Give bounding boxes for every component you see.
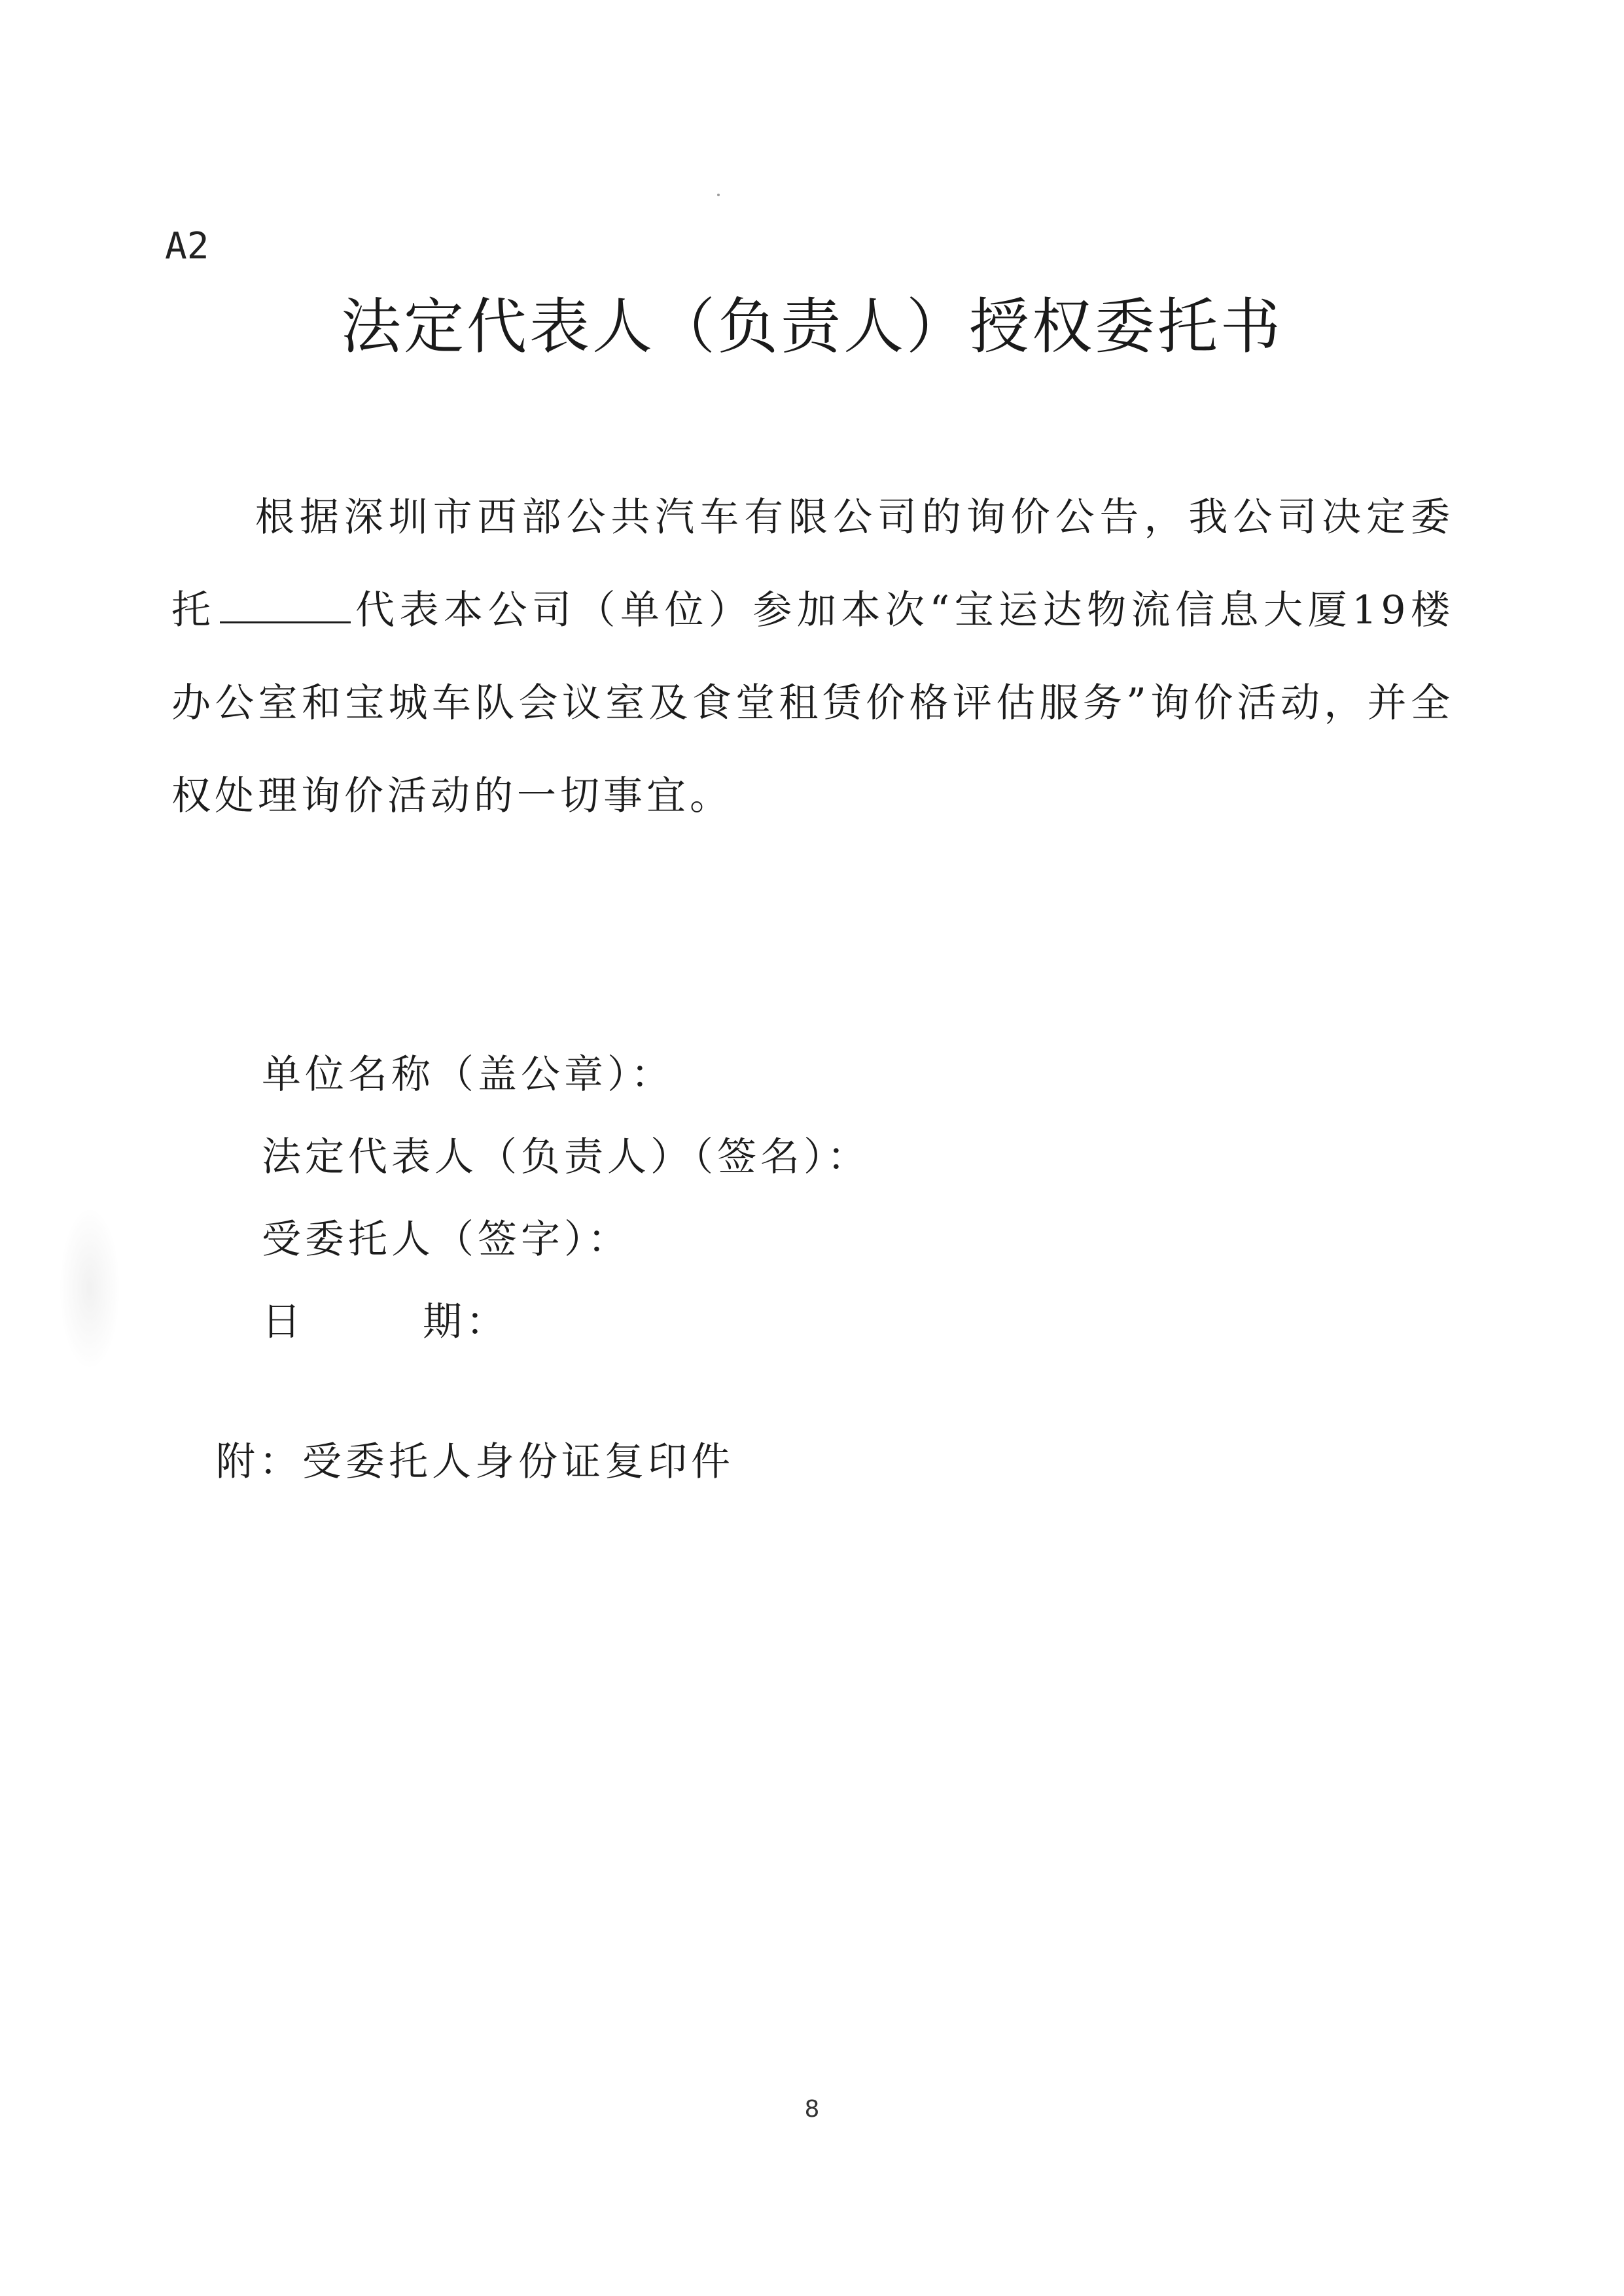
legal-rep-signature-label: 法定代表人（负责人）（签名）： bbox=[262, 1134, 870, 1180]
document-title: 法定代表人（负责人）授权委托书 bbox=[340, 292, 1283, 362]
date-label bbox=[262, 1281, 870, 1363]
document-code: A2 bbox=[165, 225, 209, 268]
date-label-left: 日 bbox=[262, 1299, 305, 1345]
date-label-right: 期： bbox=[423, 1299, 509, 1345]
page-number: 8 bbox=[804, 2096, 820, 2123]
signature-block bbox=[262, 1034, 870, 1363]
trustee-name-blank[interactable] bbox=[220, 587, 351, 623]
attachment-note: 附：受委托人身份证复印件 bbox=[216, 1439, 734, 1485]
paragraph-part-1: 根据深圳市西部公共汽车有限公司的询价公告，我公司决定委托 bbox=[171, 495, 1454, 633]
authorization-paragraph bbox=[171, 471, 1454, 843]
scan-dot bbox=[717, 194, 720, 196]
scan-artifact bbox=[60, 1210, 119, 1367]
trustee-signature-label: 受委托人（签字）： bbox=[262, 1217, 631, 1262]
paragraph-part-2: 代表本公司（单位）参加本次“宝运达物流信息大厦19楼办公室和宝城车队会议室及食堂租赁价格评估服务”询价活动，并全权处理询价活动的一切事宜。 bbox=[171, 587, 1454, 819]
unit-name-label: 单位名称（盖公章）： bbox=[262, 1052, 674, 1098]
